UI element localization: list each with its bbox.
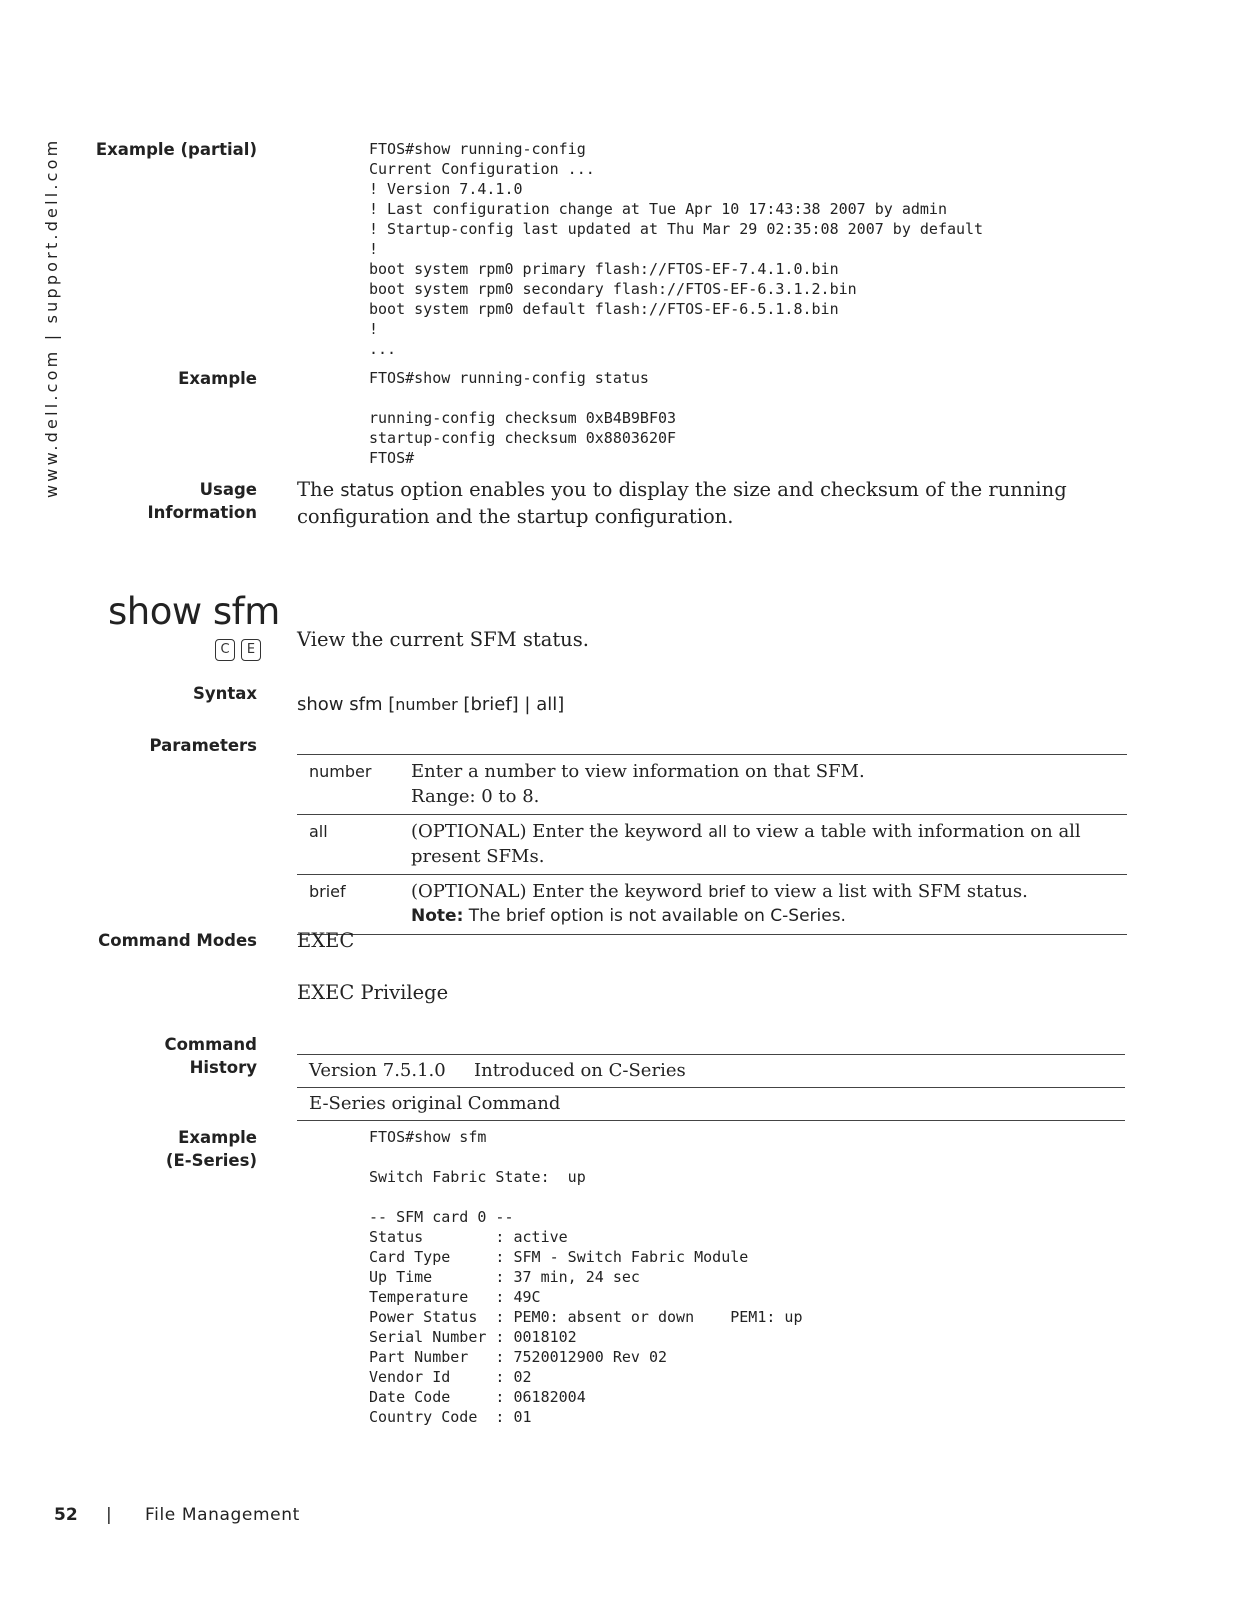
- param-name: number: [309, 762, 372, 781]
- param-row-brief: [297, 875, 1127, 935]
- syntax-line: [297, 694, 564, 715]
- label-syntax: Syntax: [192, 684, 257, 703]
- label-usage-line1: Usage: [199, 480, 257, 499]
- label-eseries-line1: Example: [178, 1128, 257, 1147]
- param-desc-keyword: brief: [708, 882, 745, 901]
- note-post: option is not available on C-Series.: [544, 906, 846, 926]
- command-history-table: [297, 1054, 1125, 1121]
- history-row: [297, 1088, 1125, 1121]
- history-desc: E-Series original Command: [309, 1093, 561, 1114]
- usage-keyword: status: [340, 481, 395, 501]
- label-command-modes: Command Modes: [98, 931, 257, 950]
- label-example-eseries: [166, 1126, 257, 1172]
- usage-after: option enables you to display the size and checksum of the running configuration and the startup configuration.: [297, 478, 1067, 528]
- param-desc: [411, 759, 1127, 809]
- param-desc-pre: (OPTIONAL) Enter the keyword: [411, 821, 709, 842]
- platform-badges: [215, 639, 261, 661]
- page-number: 52: [54, 1505, 78, 1525]
- command-mode-exec-privilege: EXEC Privilege: [297, 981, 449, 1004]
- footer-section: File Management: [145, 1505, 300, 1525]
- label-usage-information: [148, 478, 258, 524]
- label-example-partial: Example (partial): [95, 140, 257, 159]
- param-desc-post: to view a table with information on all present SFMs.: [411, 821, 1081, 867]
- usage-text: [297, 477, 1127, 530]
- param-row-all: [297, 815, 1127, 875]
- param-desc-line1: Enter a number to view information on that SFM.: [411, 761, 865, 782]
- syntax-arg: number: [395, 695, 458, 714]
- param-desc-line2: Range: 0 to 8.: [411, 786, 540, 807]
- history-row: [297, 1055, 1125, 1088]
- command-description: View the current SFM status.: [297, 628, 589, 651]
- side-url: www.dell.com | support.dell.com: [42, 137, 61, 498]
- usage-before: The: [297, 478, 341, 501]
- param-desc-post: to view a list with SFM status.: [744, 881, 1028, 902]
- label-history-line2: History: [189, 1058, 257, 1077]
- param-desc-pre: (OPTIONAL) Enter the keyword: [411, 881, 709, 902]
- param-row-number: [297, 755, 1127, 815]
- code-example-eseries: FTOS#show sfm Switch Fabric State: up -- SFM card 0 -- Status : active Card Type : SFM - Switch Fabric Module Up Time : 37 min, 24 sec Temperature : 49C Power Status : PEM0: absent or down PEM1: up Serial Number : 0018102 Part Number : 7520012900 Rev 02 Vendor Id : 02 Date Code : 06182004 Country Code : 01: [369, 1128, 803, 1426]
- label-parameters: Parameters: [149, 736, 257, 755]
- label-eseries-line2: (E-Series): [165, 1151, 257, 1170]
- command-title: show sfm: [108, 590, 280, 633]
- history-desc: Introduced on C-Series: [474, 1060, 686, 1081]
- param-desc-keyword: all: [708, 822, 727, 841]
- param-note: [411, 904, 1127, 929]
- footer-separator: |: [106, 1505, 112, 1525]
- label-example: Example: [178, 369, 257, 388]
- param-desc: [411, 819, 1127, 869]
- platform-badge-e: E: [241, 639, 261, 661]
- platform-badge-c: C: [215, 639, 235, 661]
- parameters-table: [297, 754, 1127, 935]
- note-label: Note:: [411, 906, 464, 926]
- code-example: FTOS#show running-config status running-config checksum 0xB4B9BF03 startup-config checksum 0x8803620F FTOS#: [369, 369, 677, 467]
- history-version: Version 7.5.1.0: [309, 1060, 446, 1081]
- param-desc: [411, 879, 1127, 929]
- note-keyword: brief: [505, 906, 545, 926]
- param-name: all: [309, 822, 328, 841]
- param-name: brief: [309, 882, 346, 901]
- command-mode-exec: EXEC: [297, 929, 355, 952]
- label-usage-line2: Information: [147, 503, 257, 522]
- label-command-history: [164, 1033, 257, 1079]
- code-example-partial: FTOS#show running-config Current Configuration ... ! Version 7.4.1.0 ! Last configuration change at Tue Apr 10 17:43:38 2007 by admin ! Startup-config last updated at Thu Mar 29 02:35:08 2007 by default ! boot system rpm0 primary flash://FTOS-EF-7.4.1.0.bin boot system rpm0 secondary flash://FTOS-EF-6.3.1.2.bin boot system rpm0 default flash://FTOS-EF-6.5.1.8.bin ! ...: [369, 140, 984, 358]
- label-history-line1: Command: [164, 1035, 257, 1054]
- note-pre: The: [463, 906, 506, 926]
- syntax-cmd: show sfm [: [297, 694, 396, 715]
- syntax-rest: [brief] | all]: [457, 694, 565, 715]
